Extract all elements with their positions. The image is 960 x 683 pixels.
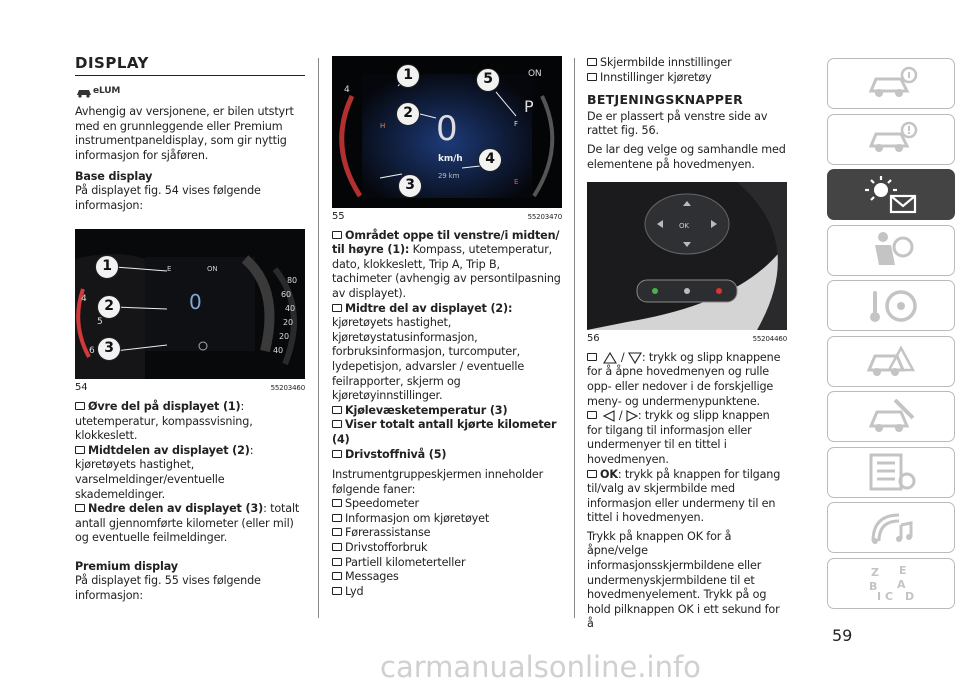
car-badge [75, 82, 305, 103]
callout-2: 2 [97, 295, 121, 319]
list-item: OK: trykk på knappen for tilgang til/valg av skjermbilde med informasjon eller undermeny til en tittel i hovedmenyen. [587, 467, 781, 525]
speed-readout: 0 [436, 109, 458, 149]
figure-number: 54 [75, 382, 88, 394]
tab-index[interactable] [827, 558, 955, 609]
figure-code: 55203470 [527, 213, 562, 221]
callout-1: 1 [396, 64, 420, 88]
wrench-car-icon [861, 396, 921, 438]
figure-code: 55203460 [270, 384, 305, 393]
svg-text:E: E [899, 564, 907, 577]
svg-text:P: P [524, 97, 534, 116]
media-icon [861, 507, 921, 549]
figure-number: 55 [332, 211, 345, 222]
svg-text:A: A [897, 578, 906, 591]
svg-text:ON: ON [207, 265, 218, 274]
checklist-icon [861, 451, 921, 493]
svg-text:29 km: 29 km [438, 172, 460, 180]
callout-2: 2 [396, 102, 420, 126]
car-badge-icon [75, 86, 93, 98]
bullet-icon [332, 450, 342, 458]
svg-text:40: 40 [273, 346, 283, 356]
list-item: Midtdelen av displayet (2): kjøretøyets hastighet, varselmeldinger/eventuelle skademeldinger. [75, 443, 254, 501]
svg-text:0: 0 [189, 290, 202, 315]
bullet-icon [75, 402, 85, 410]
svg-text:C: C [885, 590, 894, 603]
watermark: carmanualsonline.info [380, 650, 701, 683]
callout-4: 4 [478, 148, 502, 172]
list-item: Drivstoffnivå (5) [332, 448, 562, 463]
bullet-icon [332, 406, 342, 414]
svg-text:km/h: km/h [438, 154, 463, 164]
callout-5: 5 [476, 68, 500, 92]
arrow-right-icon [626, 410, 638, 422]
bullet-icon [332, 587, 342, 595]
list-item: / : trykk og slipp knappen for tilgang til informasjon eller undermenyer til en tittel i hovedmenyen. [587, 409, 770, 466]
list-item: Øvre del på displayet (1): utetemperatur, kompassvisning, klokkeslett. [75, 399, 253, 443]
figure-54-caption [75, 381, 305, 396]
bullet-icon [587, 73, 597, 81]
tab-list-item: Speedometer [332, 497, 562, 512]
bullet-icon [587, 353, 597, 361]
svg-text:80: 80 [287, 276, 297, 286]
column-divider [574, 58, 575, 618]
seat-safety-icon [861, 229, 921, 271]
svg-text:OK: OK [679, 222, 689, 231]
bullet-icon [587, 58, 597, 66]
svg-text:20: 20 [279, 332, 289, 342]
car-warning-icon [861, 118, 921, 160]
column-1 [75, 56, 305, 604]
tab-display-messages[interactable] [827, 169, 955, 220]
car-crash-icon [861, 340, 921, 382]
column-2 [332, 56, 562, 599]
bullet-icon [332, 304, 342, 312]
tab-list-item: Drivstofforbruk [332, 541, 562, 556]
page-number: 59 [832, 626, 853, 645]
bullet-icon [332, 514, 342, 522]
tab-car-warning[interactable] [827, 114, 955, 165]
car-info-icon [861, 63, 921, 105]
figure-number: 56 [587, 333, 600, 345]
bullet-icon [332, 558, 342, 566]
bullet-icon [587, 470, 597, 478]
svg-text:I: I [877, 590, 882, 603]
arrow-left-icon [603, 410, 615, 422]
arrow-up-icon [603, 352, 617, 364]
tab-technical-data[interactable] [827, 447, 955, 498]
column-3 [587, 56, 787, 632]
tab-list-item: Informasjon om kjøretøyet [332, 512, 562, 527]
svg-text:B: B [869, 580, 878, 593]
figure-56-caption [587, 332, 787, 347]
list-item: Nedre delen av displayet (3): totalt antall gjennomførte kilometer (eller mil) og eventuelle feilmeldinger. [75, 502, 300, 545]
tab-starting-driving[interactable] [827, 280, 955, 331]
bullet-icon [75, 504, 85, 512]
paragraph: De er plassert på venstre side av rattet fig. 56. [587, 109, 768, 138]
list-item: Viser totalt antall kjørte kilometer (4) [332, 418, 557, 446]
steering-icon [861, 285, 921, 327]
list-item: Kjølevæsketemperatur (3) [332, 404, 562, 419]
tab-list-item: Lyd [332, 585, 562, 600]
svg-text:5: 5 [97, 317, 103, 328]
svg-text:F: F [514, 120, 518, 128]
tab-list-item: Førerassistanse [332, 526, 562, 541]
svg-text:4: 4 [81, 294, 87, 305]
bullet-icon [332, 528, 342, 536]
bullet-icon [332, 231, 342, 239]
column-divider [318, 58, 319, 618]
bullet-icon [332, 499, 342, 507]
tab-safety[interactable] [827, 225, 955, 276]
figure-54 [75, 229, 305, 379]
list-item: / : trykk og slipp knappene for å åpne hovedmenyen og rulle opp- eller nedover i de forskjellige meny- og undermenypunktene. [587, 350, 781, 408]
callout-3: 3 [398, 174, 422, 198]
svg-text:E: E [167, 265, 172, 274]
version-badge: eLUM [93, 85, 121, 96]
tab-list-item: Messages [332, 570, 562, 585]
light-message-icon [861, 174, 921, 216]
steering-controls-image [587, 182, 787, 330]
paragraph: De lar deg velge og samhandle med elementene på hovedmenyen. [587, 142, 786, 171]
paragraph: Trykk på knappen OK for å åpne/velge informasjonsskjermbildene eller undermenyskjermbildene til et hovedmenyelement. Trykk på og hold pilknappen OK i ett sekund for å [587, 529, 780, 631]
bullet-icon [587, 411, 597, 419]
premium-cluster-image [332, 56, 562, 208]
svg-text:Z: Z [871, 566, 879, 579]
premium-display-heading: Premium display [75, 559, 178, 573]
callout-3: 3 [97, 337, 121, 361]
svg-text:D: D [905, 590, 915, 603]
tab-emergency[interactable] [827, 336, 955, 387]
bullet-icon [332, 543, 342, 551]
svg-text:ON: ON [528, 69, 542, 79]
list-item: Midtre del av displayet (2): kjøretøyets hastighet, kjøretøystatusinformasjon, forbruksinformasjon, turcomputer, lydepetisjon, advarsler / eventuelle feilrapporter, skjerm og kjøretøyinnstillinger. [332, 301, 525, 403]
list-item: Innstillinger kjøretøy [587, 71, 787, 86]
tab-maintenance[interactable] [827, 391, 955, 442]
svg-text:40: 40 [285, 304, 295, 314]
section-heading: BETJENINGSKNAPPER [587, 92, 744, 108]
base-display-text: På displayet fig. 54 vises følgende informasjon: [75, 184, 261, 212]
figure-code: 55204460 [752, 335, 787, 344]
svg-text:H: H [380, 122, 386, 130]
callout-1: 1 [95, 255, 119, 279]
list-item: Skjermbilde innstillinger [587, 56, 787, 71]
tab-list-item: Partiell kilometerteller [332, 556, 562, 571]
bullet-icon [332, 572, 342, 580]
bullet-icon [75, 446, 85, 454]
page-title: DISPLAY [75, 56, 305, 76]
premium-display-text: På displayet fig. 55 vises følgende informasjon: [75, 574, 261, 603]
svg-text:6: 6 [89, 346, 95, 357]
svg-text:60: 60 [281, 290, 291, 300]
base-display-heading: Base display [75, 169, 153, 183]
arrow-down-icon [628, 352, 642, 364]
chapter-tabs [827, 58, 957, 613]
figure-55-caption [332, 210, 562, 225]
svg-text:20: 20 [283, 318, 293, 328]
figure-56 [587, 182, 787, 330]
tab-car-info[interactable] [827, 58, 955, 109]
bullet-icon [332, 420, 342, 428]
index-icon [861, 562, 921, 604]
tab-multimedia[interactable] [827, 502, 955, 553]
svg-text:4: 4 [344, 85, 350, 95]
intro-text: Avhengig av versjonene, er bilen utstyrt med en grunnleggende eller Premium instrumentpaneldisplay, som gir nyttig informasjon for sjåføren. [75, 105, 294, 162]
group-text: Instrumentgruppeskjermen inneholder følgende faner: [332, 468, 544, 496]
list-item: Området oppe til venstre/i midten/ til høyre (1): Kompass, utetemperatur, dato, klokkeslett, Trip A, Trip B, tachimeter (avhengig av persontilpasning av displayet). [332, 228, 561, 300]
figure-55 [332, 56, 562, 208]
svg-text:E: E [514, 178, 519, 186]
